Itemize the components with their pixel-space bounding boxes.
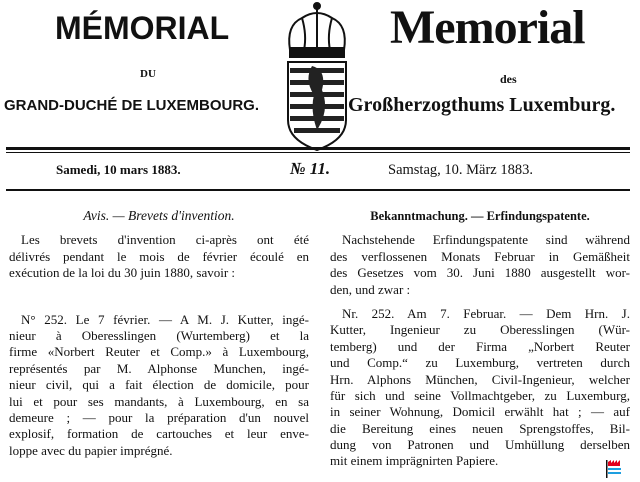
text-line: explosif, formation de cartouches et leur enve- [9,426,309,442]
paragraph-intro-fr [9,232,309,281]
crest-icon [282,0,352,152]
text-line: Les brevets d'invention ci-après ont été [21,232,309,248]
date-fr: Samedi, 10 mars 1883. [56,162,181,177]
text-line: loppe avec du papier imprégné. [9,442,173,458]
divider [6,189,630,191]
paragraph-patent-de [330,306,630,470]
issue-number: № 11. [290,159,331,178]
divider [6,152,630,153]
masthead-des: des [500,72,517,86]
paragraph-intro-de [330,232,630,298]
right-column [330,208,630,470]
masthead-du: DU [140,68,156,80]
masthead-subtitle-fr: GRAND-DUCHÉ DE LUXEMBOURG. [4,97,259,114]
paragraph-patent-fr [9,312,309,460]
date-de: Samstag, 10. März 1883. [388,162,533,178]
text-line: für sich und seine Vollmachtgeber, zu Luxemburg, [330,387,630,403]
text-line: des Gesetzes vom 30. Juni 1880 ausgestellt wor- [330,265,630,281]
notice-heading-de: Bekanntmachung. — Erfindungspatente. [370,209,590,223]
text-line: des verflossenen Monats Februar in Gemäßheit [330,248,630,264]
text-line: N° 252. Le 7 février. — A M. J. Kutter, ingé- [21,311,309,327]
text-line: die Bereitung eines neuen Sprengstoffes, Bil- [330,420,630,436]
text-line: den, und zwar : [330,281,411,297]
text-line: nieur à Oberesslingen (Wurtemberg) et la [9,327,309,343]
text-line: in seiner Wohnung, Domicil erwählt hat ; — auf [330,404,630,420]
text-line: délivrés pendant le mois de février écoulé en [9,248,309,264]
left-column [9,208,309,459]
masthead-title-de: Memorial [390,1,585,54]
text-line: représentés par M. Alphonse Munchen, ingé- [9,360,309,376]
text-line: lui et pour ses mandants, à Luxembourg, en sa [9,393,309,409]
masthead-subtitle-de: Großherzogthums Luxemburg. [348,94,616,116]
text-line: und Comp.“ zu Luxemburg, vertreten durch [330,355,630,371]
text-line: Nr. 252. Am 7. Februar. — Dem Hrn. J. [342,305,630,321]
text-line: dung von Patronen und Umhüllung derselben [330,437,630,453]
divider [6,147,630,150]
text-line: mit einem imprägnirten Papiere. [330,453,499,469]
notice-heading-fr: Avis. — Brevets d'invention. [83,208,235,223]
text-line: Kutter, Ingenieur zu Oberesslingen (Wür- [330,322,630,338]
text-line: nieur civil, qui a fait élection de domicile, pour [9,377,309,393]
text-line: Hrn. Alphons München, Civil-Ingenieur, welcher [330,371,630,387]
text-line: demeure ; — pour la préparation d'un nouvel [9,409,309,425]
text-line: firme «Norbert Reuter et Comp.» à Luxembourg, [9,344,309,360]
masthead-title-fr: MÉMORIAL [55,10,230,46]
text-line: temberg) und der Firma „Norbert Reuter [330,338,630,354]
text-line: exécution de la loi du 30 juin 1880, savoir : [9,265,236,281]
text-line: Nachstehende Erfindungspatente sind während [342,232,630,248]
flag-icon [606,460,622,478]
